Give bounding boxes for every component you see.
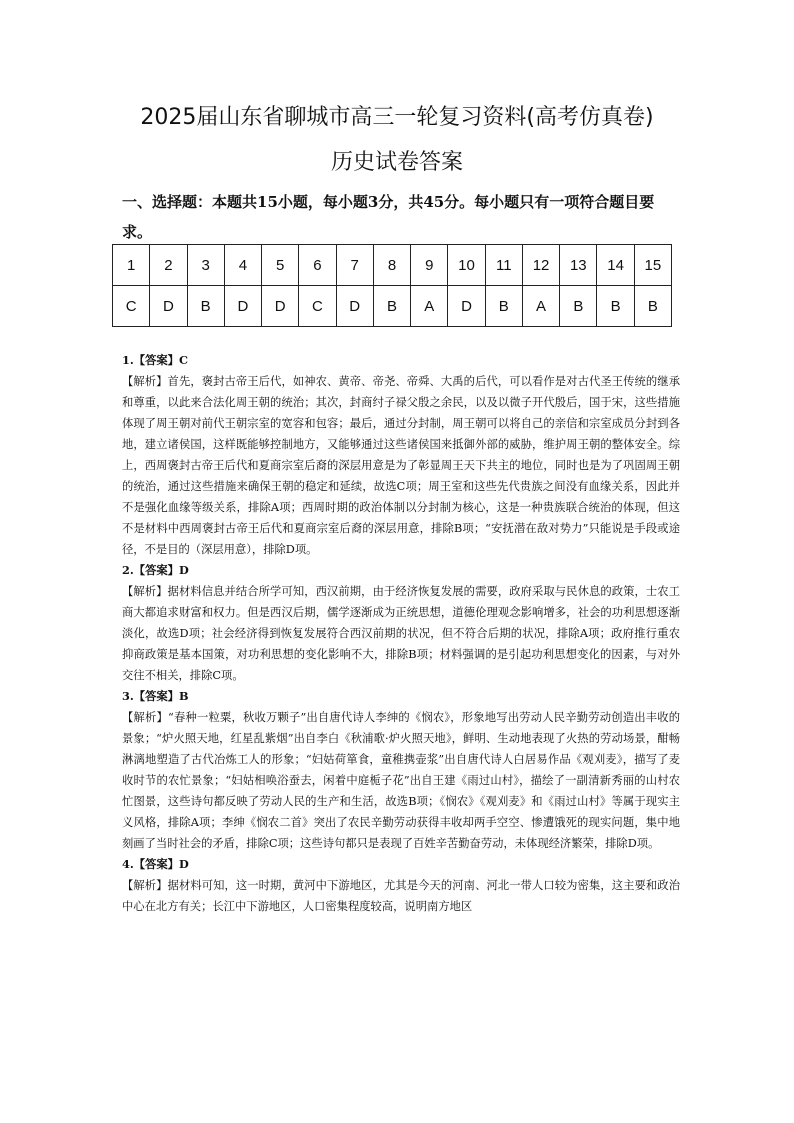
question-number-cell: 15 — [634, 245, 671, 286]
answer-cell: C — [299, 286, 336, 327]
answer-explanations — [122, 350, 680, 917]
question-number-cell: 12 — [522, 245, 559, 286]
answer-cell: B — [373, 286, 410, 327]
answer-cell: D — [448, 286, 485, 327]
answer-cell: D — [336, 286, 373, 327]
question-number-cell: 10 — [448, 245, 485, 286]
document-subtitle: 历史试卷答案 — [330, 150, 463, 175]
question-number-cell: 3 — [187, 245, 224, 286]
question-1-answer: 1.【答案】C — [122, 353, 188, 367]
question-number-cell: 5 — [262, 245, 299, 286]
question-number-cell: 14 — [597, 245, 634, 286]
question-number-cell: 1 — [113, 245, 150, 286]
answer-table-answer-row — [113, 286, 672, 327]
question-number-cell: 7 — [336, 245, 373, 286]
document-title: 2025届山东省聊城市高三一轮复习资料(高考仿真卷) — [140, 105, 654, 130]
question-number-cell: 4 — [224, 245, 261, 286]
answer-cell: A — [522, 286, 559, 327]
question-number-cell: 11 — [485, 245, 522, 286]
answer-cell: B — [597, 286, 634, 327]
question-2-analysis: 【解析】据材料信息并结合所学可知，西汉前期，由于经济恢复发展的需要，政府采取与民休息的政策，士农工商大都追求财富和权力。但是西汉后期，儒学逐渐成为正统思想，道德伦理观念影响增多，社会的功利思想逐渐淡化，故选D项；社会经济得到恢复发展符合西汉前期的状况，但不符合后期的状况，排除A项；政府推行重农抑商政策是基本国策，对功利思想的变化影响不大，排除B项；材料强调的是引起功利思想变化的因素，与对外交往不相关，排除C项。 — [122, 585, 680, 682]
answer-table — [112, 244, 672, 327]
answer-cell: B — [634, 286, 671, 327]
answer-cell: D — [262, 286, 299, 327]
question-4-analysis: 【解析】据材料可知，这一时期，黄河中下游地区，尤其是今天的河南、河北一带人口较为密集，这主要和政治中心在北方有关；长江中下游地区，人口密集程度较高，说明南方地区 — [122, 879, 680, 913]
question-2-answer: 2.【答案】D — [122, 563, 189, 577]
section-heading: 一、选择题：本题共15小题，每小题3分，共45分。每小题只有一项符合题目要求。 — [122, 193, 655, 241]
question-4-answer: 4.【答案】D — [122, 857, 189, 871]
answer-cell: B — [187, 286, 224, 327]
answer-cell: C — [113, 286, 150, 327]
answer-cell: A — [411, 286, 448, 327]
question-number-cell: 9 — [411, 245, 448, 286]
question-number-cell: 8 — [373, 245, 410, 286]
question-number-cell: 6 — [299, 245, 336, 286]
answer-cell: D — [224, 286, 261, 327]
question-3-analysis: 【解析】“春种一粒粟，秋收万颗子”出自唐代诗人李绅的《悯农》，形象地写出劳动人民辛勤劳动创造出丰收的景象；“炉火照天地，红星乱紫烟”出自李白《秋浦歌·炉火照天地》，鲜明、生动地表现了火热的劳动场景，酣畅淋漓地塑造了古代冶炼工人的形象；“妇姑荷箪食，童稚携壶浆”出自唐代诗人白居易作品《观刈麦》，描写了麦收时节的农忙景象；“妇姑相唤浴蚕去，闲着中庭栀子花”出自王建《雨过山村》，描绘了一副清新秀丽的山村农忙图景，这些诗句都反映了劳动人民的生产和生活，故选B项；《悯农》《观刈麦》和《雨过山村》等属于现实主义风格，排除A项；李绅《悯农二首》突出了农民辛勤劳动获得丰收却两手空空、惨遭饿死的现实问题，集中地刻画了当时社会的矛盾，排除C项；这些诗句都只是表现了百姓辛苦勤奋劳动，未体现经济繁荣，排除D项。 — [122, 711, 680, 850]
answer-table-number-row — [113, 245, 672, 286]
question-number-cell: 2 — [150, 245, 187, 286]
answer-cell: B — [485, 286, 522, 327]
question-3-answer: 3.【答案】B — [122, 689, 189, 703]
question-1-analysis: 【解析】首先，褒封古帝王后代，如神农、黄帝、帝尧、帝舜、大禹的后代，可以看作是对古代圣王传统的继承和尊重，以此来合法化周王朝的统治；其次，封商纣子禄父殷之余民，以及以微子开代殷后，国于宋，这些措施体现了周王朝对前代王朝宗室的宽容和包容；最后，通过分封制，周王朝可以将自己的亲信和宗室成员分封到各地，建立诸侯国，这样既能够控制地方，又能够通过这些诸侯国来抵御外部的威胁，维护周王朝的整体安全。综上，西周褒封古帝王后代和夏商宗室后裔的深层用意是为了彰显周王天下共主的地位，同时也是为了巩固周王朝的统治，通过这些措施来确保王朝的稳定和延续，故选C项；周王室和这些先代贵族之间没有血缘关系，因此并不是强化血缘等级关系，排除A项；西周时期的政治体制以分封制为核心，这是一种贵族联合统治的体现，但这不是材料中西周褒封古帝王后代和夏商宗室后裔的深层用意，排除B项；“安抚潜在敌对势力”只能说是手段或途径，不是目的（深层用意），排除D项。 — [122, 375, 680, 556]
answer-cell: B — [560, 286, 597, 327]
answer-cell: D — [150, 286, 187, 327]
question-number-cell: 13 — [560, 245, 597, 286]
